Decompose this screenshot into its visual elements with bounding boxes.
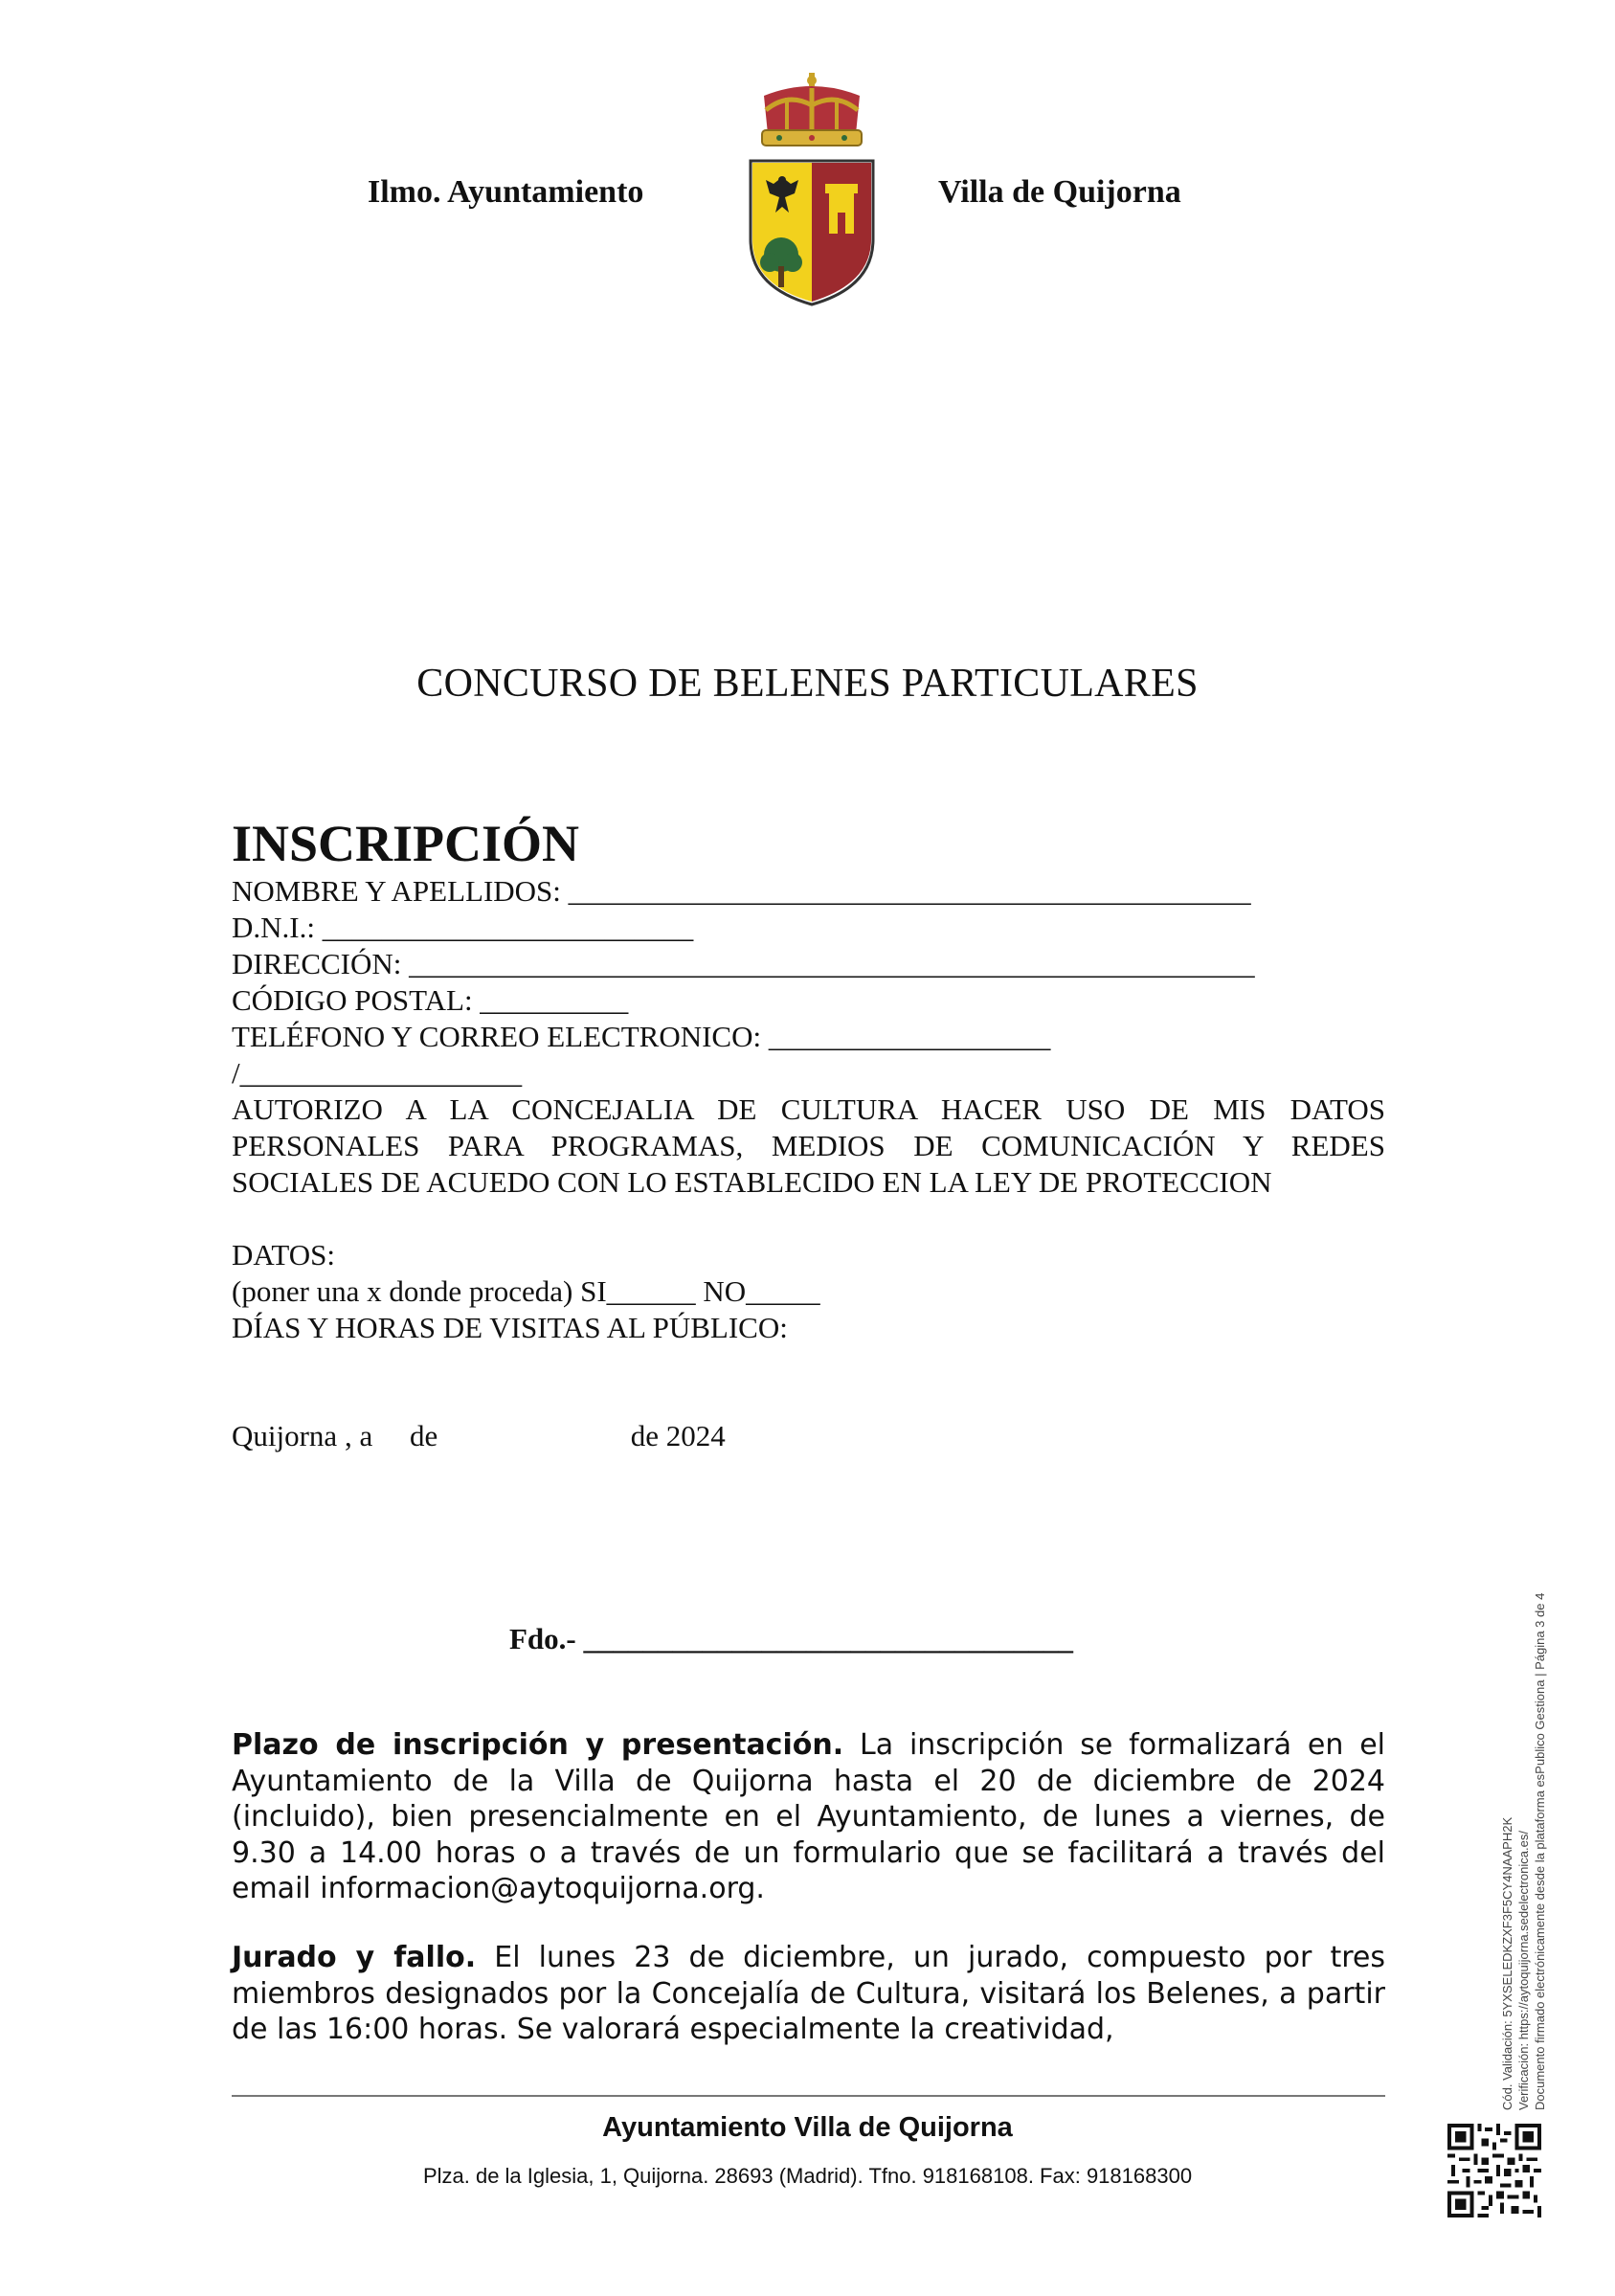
- autorizo-text: AUTORIZO A LA CONCEJALIA DE CULTURA HACER USO DE MIS DATOS PERSONALES PARA PROGRAMAS, MEDIOS DE COMUNICACIÓN Y REDES SOCIALES DE ACUEDO CON LO ESTABLECIDO EN LA LEY DE PROTECCION: [232, 1092, 1385, 1199]
- qr-code-icon: [1447, 2124, 1541, 2217]
- plazo-text: La inscripción se formalizará en el Ayuntamiento de la Villa de Quijorna hasta el 20 de diciembre de 2024 (incluido), bien presencialmente en el Ayuntamiento, de lunes a viernes, de 9.30 a 14.00 horas o a través de un formulario que se facilitará a través del email informacion@aytoquijorna.org.: [232, 1728, 1385, 1905]
- crown-icon: [762, 73, 862, 146]
- validation-code: Cód. Validación: 5YXSELEDKZXF3F5CY4NAAPH2K: [1500, 1816, 1514, 2110]
- verification-stamp: [1492, 1429, 1549, 2118]
- field-codigo-postal: CÓDIGO POSTAL: __________: [232, 983, 629, 1017]
- verification-url: Verificación: https://aytoquijorna.sedelectronica.es/: [1516, 1831, 1531, 2110]
- visitas-label: DÍAS Y HORAS DE VISITAS AL PÚBLICO:: [232, 1311, 788, 1344]
- form-heading: INSCRIPCIÓN: [232, 815, 580, 872]
- shield-icon: [751, 161, 873, 304]
- plazo-heading: Plazo de inscripción y presentación.: [232, 1728, 844, 1762]
- footer-address: Plza. de la Iglesia, 1, Quijorna. 28693 (Madrid). Tfno. 918168108. Fax: 918168300: [422, 2164, 1193, 2188]
- jurado-heading: Jurado y fallo.: [232, 1941, 477, 1974]
- plazo-paragraph: [232, 1727, 1385, 1907]
- datos-choice: (poner una x donde proceda) SI______ NO_____: [232, 1274, 820, 1308]
- inscription-form: [232, 814, 1385, 1346]
- field-dni: D.N.I.: _________________________: [232, 911, 694, 944]
- header-left-title: Ilmo. Ayuntamiento: [368, 174, 644, 210]
- field-telefono: TELÉFONO Y CORREO ELECTRONICO: ___________________: [232, 1020, 1051, 1053]
- document-title: CONCURSO DE BELENES PARTICULARES: [416, 662, 1199, 706]
- footer-divider: [232, 2095, 1385, 2097]
- firma-line: Fdo.- _________________________________: [509, 1622, 1073, 1655]
- field-direccion: DIRECCIÓN: _________________________________________________________: [232, 947, 1255, 980]
- datos-label: DATOS:: [232, 1238, 335, 1272]
- field-telefono-cont: /___________________: [232, 1056, 523, 1090]
- field-nombre: NOMBRE Y APELLIDOS: ______________________________________________: [232, 874, 1251, 908]
- signature-note: Documento firmado electrónicamente desde la plataforma esPublico Gestiona | Página 3 de 4: [1533, 1592, 1547, 2110]
- jurado-paragraph: [232, 1940, 1385, 2048]
- coat-of-arms-icon: [745, 67, 879, 306]
- footer-title: Ayuntamiento Villa de Quijorna: [602, 2112, 1013, 2143]
- fecha-line: Quijorna , a de de 2024: [232, 1419, 726, 1452]
- header-right-title: Villa de Quijorna: [938, 174, 1181, 210]
- jurado-text: El lunes 23 de diciembre, un jurado, compuesto por tres miembros designados por la Concejalía de Cultura, visitará los Belenes, a partir de las 16:00 horas. Se valorará especialmente la creatividad,: [232, 1941, 1385, 2046]
